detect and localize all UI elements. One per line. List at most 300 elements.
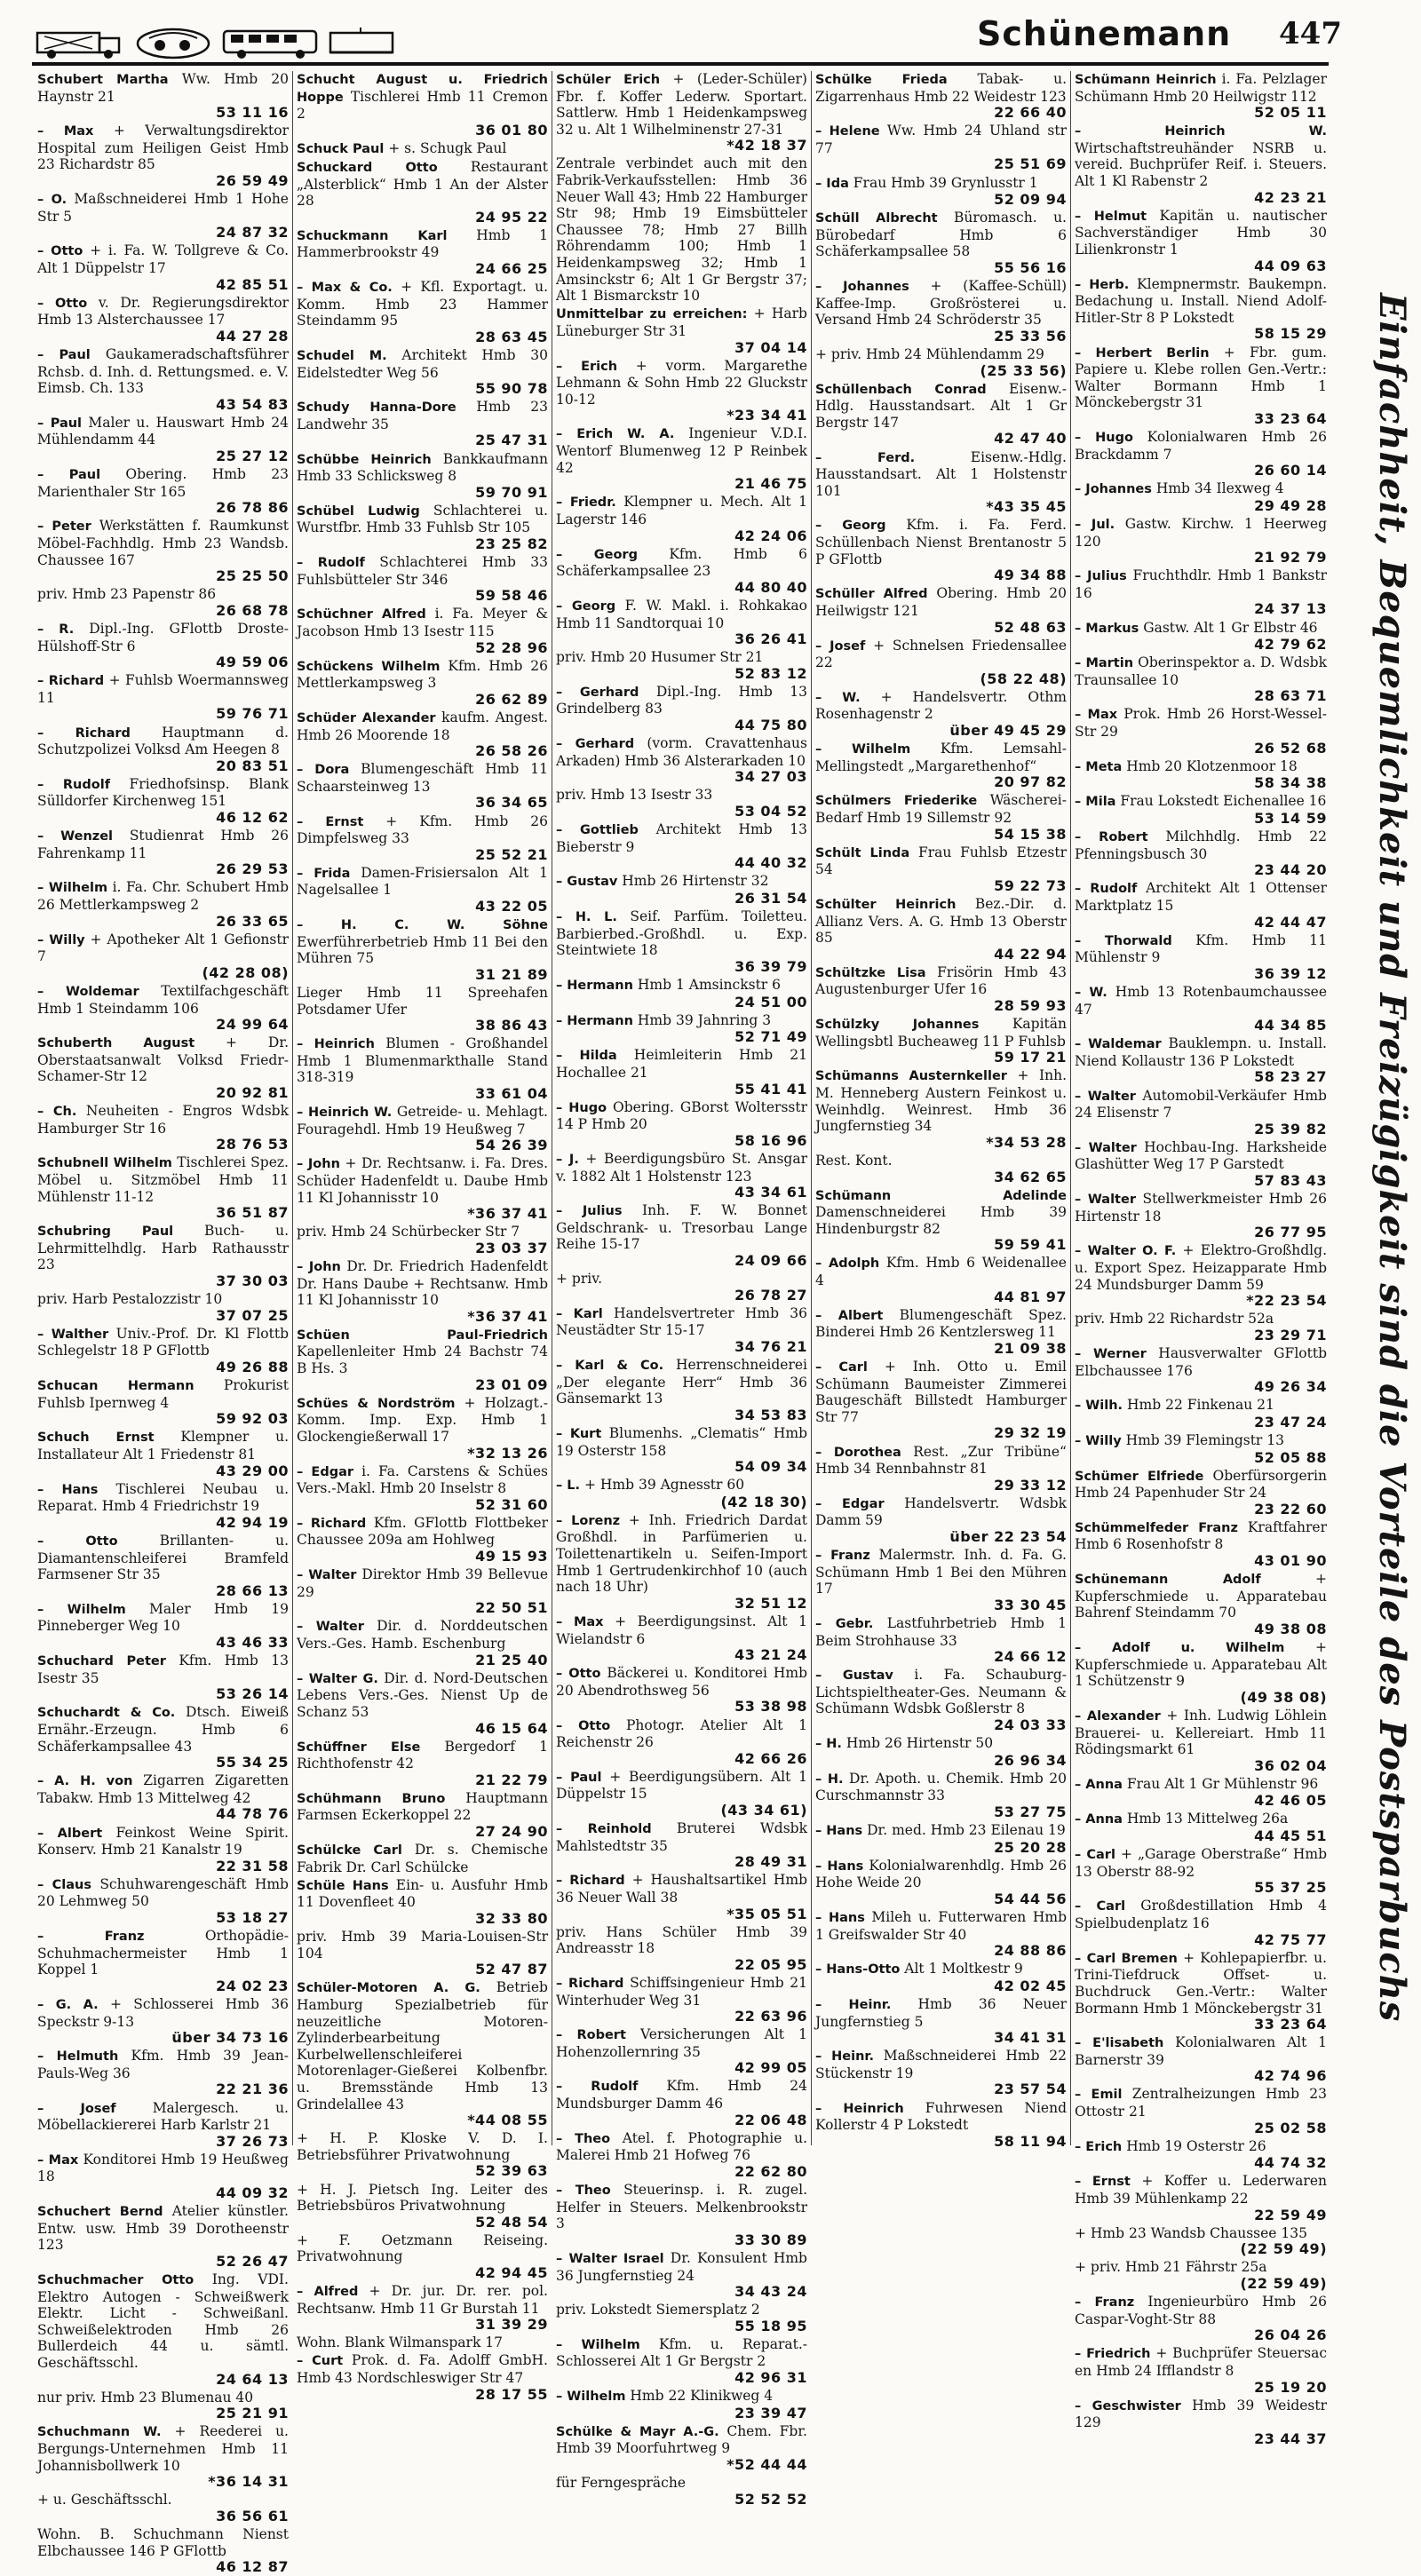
directory-columns: [34, 71, 1330, 2576]
entry-name: – Carl: [1075, 1848, 1115, 1863]
entry-phone: 24 51 00: [734, 993, 807, 1011]
entry-phone: 26 96 34: [994, 1751, 1067, 1769]
entry-details: + i. Fa. W. Tollgreve & Co. Alt 1 Düppelstr 17: [37, 242, 289, 277]
directory-entry: [1075, 758, 1327, 792]
directory-entry: [556, 2302, 807, 2334]
entry-details: Photogr. Atelier Alt 1 Reichenstr 26: [556, 1716, 807, 1751]
directory-entry: [37, 2100, 289, 2151]
directory-entry: [297, 985, 548, 1034]
entry-details: i. Fa. Meyer & Jacobson Hmb 13 Isestr 115: [297, 606, 549, 639]
entry-phone: 52 83 12: [734, 664, 807, 682]
entry-phone: 42 44 47: [1254, 913, 1327, 931]
entry-name: – Emil: [1075, 2088, 1123, 2103]
directory-entry: [1075, 345, 1327, 428]
directory-entry: [297, 1842, 548, 1875]
entry-phone: 53 26 14: [216, 1685, 289, 1703]
entry-phone: 24 37 13: [1254, 600, 1327, 618]
directory-entry: [297, 1327, 548, 1393]
entry-name: – Julius: [556, 1204, 623, 1219]
entry-phone: *36 37 41: [467, 1307, 548, 1325]
entry-name: – Reinhold: [556, 1822, 652, 1837]
entry-details: Alt 1 Moltkestr 9: [904, 1961, 1023, 1978]
entry-details: Eisenw.-Hdlg. Hausstandsart. Alt 1 Holstenstr 101: [815, 448, 1067, 499]
entry-name: Schümer Elfriede: [1075, 1469, 1204, 1484]
directory-entry: [37, 2271, 289, 2388]
entry-details: priv. Hmb 13 Isestr 33: [556, 787, 713, 804]
entry-details: Kfm. Hmb 6 Schäferkampsallee 23: [556, 545, 808, 580]
directory-entry: [556, 977, 807, 1011]
directory-entry: [37, 2423, 289, 2490]
entry-phone: 44 75 80: [734, 717, 807, 734]
directory-entry: [297, 1155, 548, 1222]
entry-details: Tabak- u. Zigarrenhaus Hmb 22 Weidestr 123: [815, 71, 1067, 105]
entry-phone: 57 83 43: [1254, 1172, 1327, 1189]
entry-name: – Edgar: [297, 1464, 354, 1479]
entry-name: – Max & Co.: [297, 281, 393, 296]
directory-entry: [556, 873, 807, 907]
entry-details: Seif. Parfüm. Toiletteu. Barbierbed.-Großhdl. u. Exp. Steintwiete 18: [556, 908, 807, 959]
entry-details: Hmb 26 Hirtenstr 50: [845, 1735, 994, 1752]
entry-phone: 33 61 04: [475, 1085, 548, 1103]
entry-details: Kolonialwaren Hmb 26 Brackdamm 7: [1075, 428, 1327, 463]
entry-name: – Wilhelm: [815, 742, 911, 757]
car-icon: [133, 26, 213, 59]
entry-phone: 49 59 06: [216, 654, 289, 671]
entry-name: – Walter: [1075, 1193, 1136, 1208]
entry-phone: (42 28 08): [202, 963, 289, 981]
entry-phone: 38 86 43: [475, 1017, 548, 1034]
entry-details: Damenschneiderei Hmb 39 Hindenburgstr 82: [815, 1204, 1067, 1237]
entry-details: Gastw. Kirchw. 1 Heerweg 120: [1075, 515, 1328, 550]
entry-name: – Wilhelm: [37, 881, 108, 896]
entry-phone: *36 14 31: [208, 2473, 289, 2491]
directory-entry: [556, 821, 807, 872]
entry-phone: 43 22 05: [475, 898, 548, 915]
entry-name: – Hugo: [1075, 430, 1133, 445]
entry-phone: über 22 23 54: [949, 1527, 1067, 1545]
directory-entry: [556, 1717, 807, 1768]
entry-phone: 44 78 76: [216, 1805, 289, 1823]
entry-phone: 36 51 87: [216, 1204, 289, 1222]
directory-entry: [815, 1153, 1067, 1185]
directory-entry: [37, 415, 289, 465]
entry-details: Kfm. Hmb 24 Mundsburger Damm 46: [556, 2078, 807, 2112]
entry-phone: *22 23 54: [1246, 1292, 1327, 1310]
entry-phone: 58 11 94: [994, 2132, 1067, 2150]
entry-phone: 52 05 88: [1254, 1448, 1327, 1466]
entry-details: Dr. s. Chemische Fabrik Dr. Carl Schülcke: [297, 1842, 548, 1875]
entry-name: – Karl & Co.: [556, 1359, 664, 1374]
entry-details: Fuhrwesen Niend Kollerstr 4 P Lokstedt: [815, 2099, 1067, 2134]
entry-details: + Fuhlsb Woermannsweg 11: [37, 672, 289, 706]
entry-name: – Wenzel: [37, 829, 114, 844]
entry-phone: 31 21 89: [475, 965, 548, 983]
entry-phone: 22 66 40: [994, 104, 1067, 122]
entry-name: – Peter: [37, 519, 91, 535]
entry-phone: 55 56 16: [994, 259, 1067, 277]
directory-entry: [297, 399, 548, 449]
directory-entry: [815, 449, 1067, 516]
directory-entry: [1075, 2259, 1327, 2292]
entry-details: Ingenieur V.D.I. Wentorf Blumenweg 12 P Reinbek 42: [556, 425, 807, 476]
entry-name: – Adolph: [815, 1256, 880, 1272]
entry-details: Schlachterei u. Wurstfbr. Hmb 33 Fuhlsb Str 105: [297, 502, 548, 536]
entry-phone: 24 02 23: [216, 1977, 289, 1994]
entry-details: Handelsvertr. Wdsbk Damm 59: [815, 1494, 1067, 1529]
entry-details: Frau Fuhlsb Etzestr 54: [815, 844, 1067, 878]
entry-details: + Kupferschmiede u. Apparatebau Alt 1 Schützenstr 9: [1075, 1639, 1327, 1690]
entry-phone: 42 23 21: [1254, 188, 1327, 206]
entry-name: – Hugo: [556, 1100, 607, 1115]
directory-entry: [297, 916, 548, 983]
directory-entry: [1075, 2294, 1327, 2344]
entry-name: – Heinrich W.: [297, 1106, 393, 1121]
entry-name: – Walter Israel: [556, 2251, 664, 2266]
directory-entry: [556, 2336, 807, 2387]
entry-details: + Dr. jur. Dr. rer. pol. Rechtsanw. Hmb 11 Gr Burstah 11: [297, 2283, 548, 2317]
entry-details: + (Leder-Schüler) Fbr. f. Koffer Lederw. Sportart. Sattlerw. Hmb 1 Heidenkampsweg 32 u. Alt 1 Wilhelminenstr 27-31: [556, 71, 807, 138]
entry-details: Kapitän Wellingsbtl Bucheaweg 11 P Fuhlsb: [815, 1016, 1067, 1050]
entry-details: Hmb 22 Klinikweg 4: [630, 2388, 774, 2405]
entry-name: – H.: [815, 1737, 842, 1752]
directory-entry: [815, 2100, 1067, 2151]
directory-entry: [297, 1258, 548, 1325]
entry-name: – H. C. W. Söhne: [297, 918, 548, 933]
entry-details: Friedhofsinsp. Blank Sülldorfer Kirchenweg 151: [37, 775, 290, 810]
entry-phone: *23 34 41: [726, 407, 807, 424]
entry-details: priv. Hmb 22 Richardstr 52a: [1075, 1311, 1274, 1328]
directory-entry: [556, 1665, 807, 1716]
entry-name: – Meta: [1075, 759, 1123, 774]
entry-name: – Georg: [556, 598, 616, 614]
entry-name: Schüler Erich: [556, 73, 661, 87]
entry-phone: 28 17 55: [475, 2385, 548, 2403]
directory-entry: [556, 2475, 807, 2508]
entry-phone: 26 78 86: [216, 499, 289, 517]
entry-name: – Robert: [1075, 830, 1148, 845]
entry-details: + Reederei u. Bergungs-Unternehmen Hmb 11 Johannisbollwerk 10: [37, 2423, 289, 2474]
entry-name: – Josef: [37, 2101, 116, 2116]
directory-entry: [297, 347, 548, 398]
entry-phone: 25 51 69: [994, 155, 1067, 173]
entry-phone: 36 39 79: [734, 957, 807, 975]
entry-phone: 42 99 05: [734, 2059, 807, 2077]
side-advertisement-text: Einfachheit, Bequemlichkeit und Freizügigkeit sind die Vorteile des Postsparbuchs: [1371, 293, 1413, 2023]
entry-details: + Verwaltungsdirektor Hospital zum Heiligen Geist Hmb 23 Richardstr 85: [37, 123, 289, 173]
entry-details: + Hmb 39 Agnesstr 60: [583, 1477, 745, 1494]
directory-entry: [37, 2203, 289, 2270]
directory-entry: [1075, 1035, 1327, 1086]
entry-name: – Helmuth: [37, 2049, 119, 2065]
directory-entry: [297, 159, 548, 226]
entry-name: Schümmelfeder Franz: [1075, 1520, 1238, 1535]
entry-details: Oberfürsorgerin Hmb 24 Papenhuder Str 24: [1075, 1467, 1327, 1502]
entry-details: Hmb 22 Finkenau 21: [1127, 1397, 1274, 1414]
entry-name: Schubring Paul: [37, 1225, 174, 1240]
entry-name: – Hans: [815, 1859, 864, 1874]
entry-phone: 46 15 64: [475, 1719, 548, 1737]
entry-phone: 22 06 48: [734, 2111, 807, 2128]
directory-entry: [297, 1877, 548, 1928]
directory-entry: [1075, 1639, 1327, 1706]
entry-name: – Franz: [1075, 2295, 1135, 2310]
entry-phone: 23 44 20: [1254, 861, 1327, 879]
directory-entry: [815, 2048, 1067, 2098]
entry-name: Schüchner Alfred: [297, 607, 426, 622]
entry-details: Zigarren Zigaretten Tabakw. Hmb 13 Mittelweg 42: [37, 1772, 289, 1806]
entry-details: + H. J. Pietsch Ing. Leiter des Betriebsbüros Privatwohnung: [297, 2181, 548, 2215]
entry-details: Steuerinsp. i. R. zugel. Helfer in Steuers. Melkenbrookstr 3: [556, 2182, 807, 2232]
entry-details: Kfm. Hmb 13 Isestr 35: [37, 1653, 289, 1686]
entry-details: Kfm. Hmb 11 Mühlenstr 9: [1075, 931, 1327, 966]
entry-phone: 26 59 49: [216, 172, 289, 190]
entry-details: Restaurant „Alsterblick“ Hmb 1 An der Alster 28: [297, 158, 548, 210]
directory-entry: [297, 554, 548, 605]
entry-details: + Hmb 23 Wandsb Chaussee 135: [1075, 2224, 1307, 2241]
entry-details: Hmb 20 Klotzenmoor 18: [1126, 757, 1298, 774]
entry-details: Rest. „Zur Tribüne“ Hmb 34 Rennbahnstr 81: [815, 1443, 1067, 1478]
entry-details: Blumenhs. „Clematis“ Hmb 19 Osterstr 158: [556, 1424, 807, 1459]
entry-phone: *35 05 51: [726, 1905, 807, 1922]
entry-name: – Walter: [297, 1620, 364, 1635]
entry-phone: 49 26 88: [216, 1359, 289, 1376]
directory-entry: [815, 964, 1067, 1015]
directory-entry: [37, 931, 289, 982]
entry-name: – Willy: [1075, 1433, 1122, 1448]
directory-entry: [815, 792, 1067, 843]
entry-name: Schuckmann Karl: [297, 228, 448, 243]
entry-name: – John: [297, 1157, 340, 1172]
entry-phone: 44 74 32: [1254, 2154, 1327, 2172]
entry-phone: 49 38 08: [1254, 1620, 1327, 1637]
entry-phone: 23 01 09: [475, 1375, 548, 1393]
directory-entry: [815, 1495, 1067, 1546]
entry-details: Werkstätten f. Raumkunst Möbel-Fachhdlg. Hmb 23 Wandsb. Chaussee 167: [37, 518, 289, 568]
entry-name: Schubert Martha: [37, 73, 169, 87]
entry-name: Schühmann Bruno: [297, 1791, 446, 1806]
directory-entry: [37, 2048, 289, 2098]
entry-name: – Johannes: [815, 280, 909, 295]
directory-entry: [815, 741, 1067, 791]
directory-entry: [815, 1307, 1067, 1358]
directory-entry: [556, 908, 807, 975]
directory-entry: [815, 689, 1067, 740]
entry-name: – Waldemar: [1075, 1037, 1162, 1052]
entry-phone: 44 09 32: [216, 2184, 289, 2202]
entry-details: Tischlerei Neubau u. Reparat. Hmb 4 Friedrichstr 19: [37, 1480, 289, 1515]
directory-entry: [815, 585, 1067, 636]
directory-entry: [297, 1463, 548, 1514]
entry-name: – Gustav: [815, 1668, 893, 1684]
entry-name: – Claus: [37, 1877, 92, 1892]
entry-phone: 52 28 96: [475, 638, 548, 656]
entry-phone: 42 47 40: [994, 430, 1067, 448]
entry-details: Obering. Hmb 23 Marienthaler Str 165: [37, 466, 289, 500]
entry-phone: 25 19 20: [1254, 2378, 1327, 2396]
directory-entry: [37, 1223, 289, 1289]
entry-phone: 55 18 95: [734, 2317, 807, 2334]
entry-name: – Otto: [556, 1718, 611, 1733]
entry-phone: 44 09 63: [1254, 257, 1327, 274]
entry-details: Kraftfahrer Hmb 6 Rosenhofstr 8: [1075, 1518, 1327, 1553]
entry-name: – Richard: [556, 1874, 625, 1889]
entry-phone: 54 09 34: [734, 1458, 807, 1476]
entry-phone: 34 76 21: [734, 1337, 807, 1355]
header-rule: [32, 62, 1329, 66]
entry-phone: 36 02 04: [1254, 1756, 1327, 1774]
entry-details: + vorm. Margarethe Lehmann & Sohn Hmb 22 Gluckstr 10-12: [556, 357, 807, 408]
entry-phone: 43 01 90: [1254, 1552, 1327, 1570]
entry-name: – Rudolf: [37, 777, 111, 792]
entry-details: Maler u. Hauswart Hmb 24 Mühlendamm 44: [37, 414, 289, 448]
directory-entry: [1075, 1571, 1327, 1637]
entry-phone: 54 26 39: [475, 1137, 548, 1154]
entry-name: Schülcke Carl: [297, 1843, 402, 1859]
directory-entry: [1075, 567, 1327, 618]
entry-phone: 22 50 51: [475, 1599, 548, 1617]
directory-entry: [815, 1547, 1067, 1613]
entry-phone: 34 43 24: [734, 2283, 807, 2301]
entry-name: Schümanns Austernkeller: [815, 1069, 1007, 1084]
entry-details: Hmb 39 Weidestr 129: [1075, 2397, 1328, 2431]
entry-details: + Inh. Friedrich Dardat Großhdl. in Parfümerien u. Toilettenartikeln u. Seifen-Import Hmb 1 Gertrudenkirchhof 10 (auch nach 18 Uhr): [556, 1511, 807, 1596]
directory-entry: [556, 155, 807, 304]
entry-name: – Heinrich W.: [1075, 124, 1327, 139]
entry-phone: 23 39 47: [734, 2404, 807, 2421]
directory-entry: [815, 346, 1067, 379]
entry-name: Schuckard Otto: [297, 160, 438, 175]
entry-phone: 26 04 26: [1254, 2326, 1327, 2344]
directory-entry: [297, 451, 548, 502]
entry-name: – Rudolf: [556, 2080, 639, 2095]
directory-entry: [37, 1034, 289, 1101]
entry-name: – Paul: [37, 468, 101, 483]
entry-details: Gaukameradschaftsführer Rchsb. d. Inh. d. Rettungsmed. e. V. Eimsb. Ch. 133: [37, 346, 289, 397]
directory-entry: [297, 2182, 548, 2231]
entry-phone: 26 77 95: [1254, 1224, 1327, 1241]
directory-entry: [815, 638, 1067, 688]
directory-entry: [815, 1735, 1067, 1769]
directory-entry: [1075, 932, 1327, 983]
entry-phone: 58 16 96: [734, 1131, 807, 1149]
entry-name: Schuberth August: [37, 1036, 195, 1051]
entry-phone: 21 22 79: [475, 1771, 548, 1788]
entry-details: Fruchthdlr. Hmb 1 Bankstr 16: [1075, 567, 1327, 601]
entry-name: – Julius: [1075, 569, 1127, 584]
entry-name: – Friedrich: [1075, 2347, 1151, 2362]
entry-details: + priv. Hmb 21 Fährstr 25a: [1075, 2259, 1267, 2276]
directory-entry: [556, 1012, 807, 1046]
entry-details: Tischlerei Hmb 11 Cremon 2: [297, 88, 548, 123]
entry-phone: 25 20 28: [994, 1838, 1067, 1856]
entry-details: Kolonialwarenhdlg. Hmb 26 Hohe Weide 20: [815, 1857, 1067, 1891]
entry-name: – Otto: [37, 296, 88, 311]
entry-phone: 52 26 47: [216, 2252, 289, 2270]
directory-entry: [556, 1613, 807, 1664]
entry-phone: 26 52 68: [1254, 739, 1327, 757]
directory-entry: [556, 1769, 807, 1819]
entry-details: + Kohlepapierfbr. u. Trini-Tiefdruck Offset- u. Buchdruck Gen.-Vertr.: Walter Bormann Hmb 1 Mönckebergstr 31: [1075, 1949, 1327, 2017]
entry-phone: 28 63 45: [475, 328, 548, 345]
directory-entry: [37, 2526, 289, 2576]
directory-entry: [297, 71, 548, 139]
entry-name: – Heinrich: [297, 1037, 375, 1052]
entry-details: priv. Harb Pestalozzistr 10: [37, 1291, 223, 1308]
directory-entry: [297, 279, 548, 345]
directory-entry: [297, 2352, 548, 2403]
entry-phone: 52 31 60: [475, 1495, 548, 1513]
directory-entry: [37, 242, 289, 293]
directory-entry: [1075, 429, 1327, 480]
entry-details: F. W. Makl. i. Rohkakao Hmb 11 Sandtorquai 10: [556, 597, 808, 631]
directory-column-5: [1071, 71, 1330, 2447]
directory-entry: [815, 1255, 1067, 1305]
entry-name: – Franz: [815, 1549, 870, 1564]
entry-phone: 53 18 27: [216, 1909, 289, 1927]
directory-entry: [556, 494, 807, 544]
entry-details: Heimleiterin Hmb 21 Hochallee 21: [556, 1047, 807, 1081]
entry-phone: 26 31 54: [734, 890, 807, 907]
directory-entry: [297, 1395, 548, 1462]
entry-details: Maßschneiderei Hmb 22 Stückenstr 19: [815, 2048, 1068, 2081]
entry-details: Tischlerei Spez. Möbel u. Sitzmöbel Hmb 11 Mühlenstr 11-12: [37, 1154, 289, 1205]
entry-details: + Apotheker Alt 1 Gefionstr 7: [37, 931, 289, 965]
directory-entry: [556, 2026, 807, 2077]
entry-name: – Ernst: [1075, 2175, 1131, 2190]
entry-name: – Wilhelm: [37, 1602, 126, 1617]
entry-name: – Walter: [297, 1568, 357, 1583]
entry-details: Hmb 1 Hammerbrookstr 49: [297, 226, 548, 261]
entry-details: + Kfm. Hmb 26 Dimpfelsweg 33: [297, 812, 548, 847]
entry-details: + „Garage Oberstraße“ Hmb 13 Oberstr 88-92: [1075, 1846, 1327, 1880]
directory-entry: [297, 1929, 548, 1978]
entry-details: + Elektro-Großhdlg. u. Export Spez. Heizapparate Hmb 24 Mundsburger Damm 59: [1075, 1242, 1327, 1293]
entry-phone: 23 47 24: [1254, 1413, 1327, 1431]
directory-entry: [37, 1996, 289, 2047]
directory-entry: [1075, 2345, 1327, 2396]
entry-name: – Erich: [556, 359, 618, 374]
entry-phone: *42 18 37: [726, 137, 807, 155]
entry-name: Schudy Hanna-Dore: [297, 400, 456, 416]
directory-entry: [37, 1704, 289, 1771]
directory-entry: [37, 586, 289, 619]
entry-name: – Dorothea: [815, 1445, 901, 1460]
entry-name: – Ferd.: [815, 450, 916, 465]
entry-phone: 43 54 83: [216, 395, 289, 413]
entry-name: – Heinr.: [815, 1998, 892, 2012]
entry-details: Hmb 36 Neuer Jungfernstieg 5: [815, 1996, 1067, 2030]
entry-details: Architekt Hmb 30 Eidelstedter Weg 56: [297, 347, 548, 381]
entry-details: Bauklempn. u. Install. Niend Kollaustr 136 P Lokstedt: [1075, 1035, 1327, 1069]
entry-name: – Max: [1075, 708, 1118, 723]
entry-name: – Thorwald: [1075, 933, 1172, 948]
entry-name: – Richard: [556, 1976, 624, 1991]
entry-name: – Heinr.: [815, 2049, 874, 2065]
entry-phone: 25 39 82: [1254, 1120, 1327, 1137]
entry-phone: 53 27 75: [994, 1803, 1067, 1820]
entry-phone: (25 33 56): [980, 361, 1067, 379]
directory-entry: [556, 1975, 807, 2025]
entry-phone: 23 03 37: [475, 1239, 548, 1256]
entry-details: priv. Hmb 24 Schürbecker Str 7: [297, 1224, 520, 1240]
entry-details: Hmb 39 Jahnring 3: [637, 1011, 772, 1028]
entry-phone: 42 74 96: [1254, 2067, 1327, 2085]
entry-phone: 21 09 38: [994, 1339, 1067, 1357]
directory-entry: [1075, 1345, 1327, 1396]
entry-name: Schuchmann W.: [37, 2425, 162, 2440]
directory-entry: [556, 787, 807, 820]
entry-name: – H. L.: [556, 910, 617, 925]
